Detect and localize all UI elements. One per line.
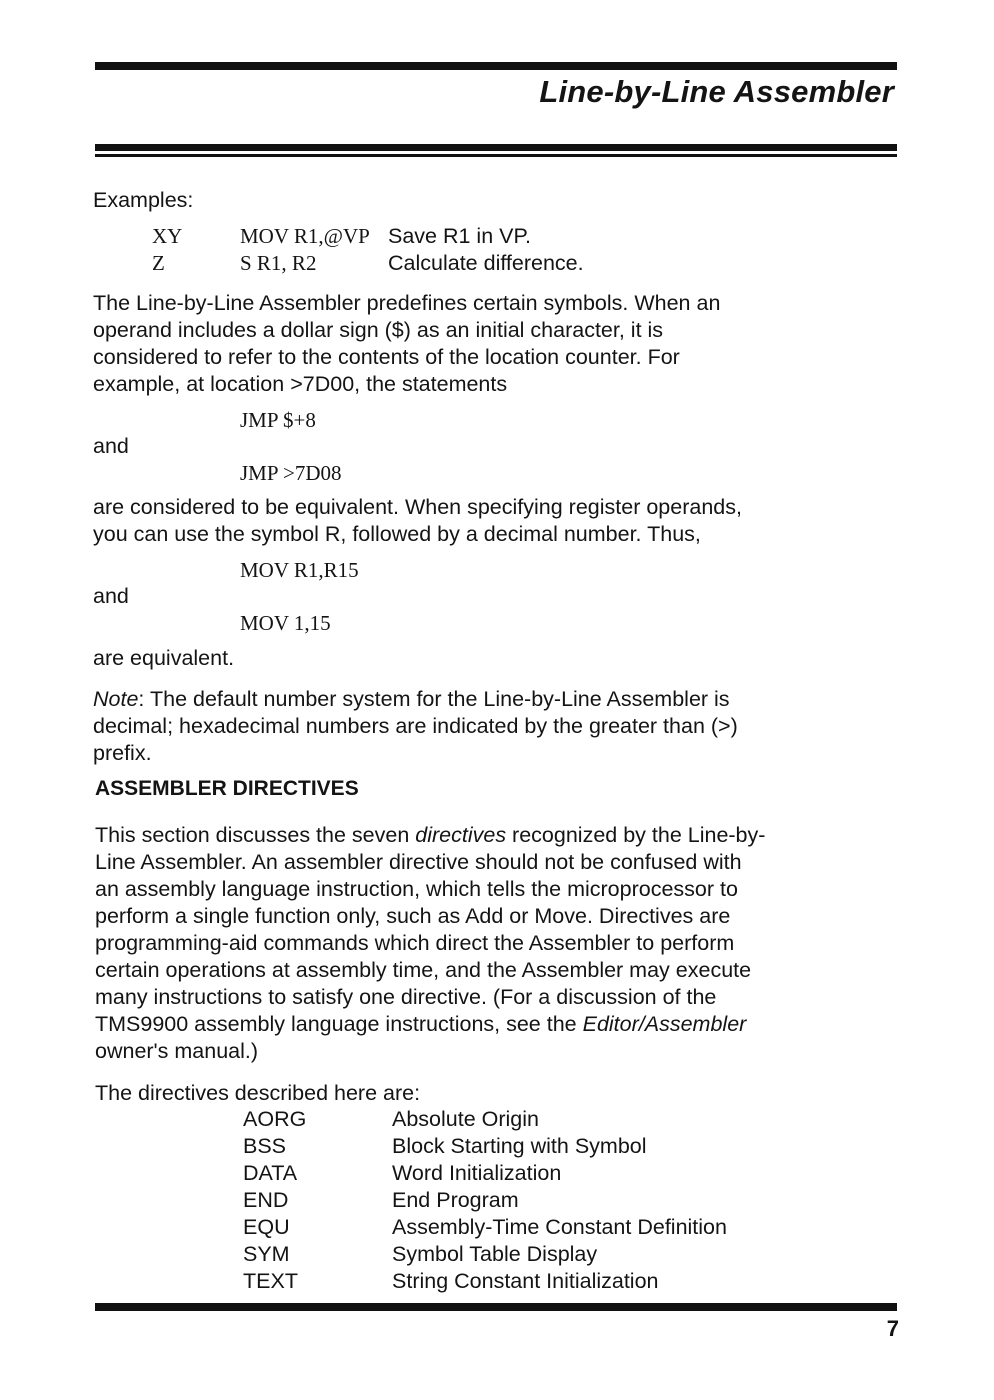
page-number: 7 — [886, 1316, 899, 1341]
note-text: : The default number system for the Line-by-Line Assembler is — [138, 687, 730, 711]
are-equivalent-text: are equivalent. — [93, 646, 235, 670]
section-paragraph-line: owner's manual.) — [95, 1039, 259, 1063]
conjunction-and: and — [93, 584, 129, 608]
directive-code: END — [243, 1188, 289, 1212]
directive-code: BSS — [243, 1134, 287, 1158]
example-comment-z: Calculate difference. — [388, 251, 584, 275]
note-line: decimal; hexadecimal numbers are indicated by the greater than (>) — [93, 714, 738, 738]
directive-code: DATA — [243, 1161, 298, 1185]
directive-code: EQU — [243, 1215, 290, 1239]
code-statement: MOV 1,15 — [240, 611, 331, 635]
directive-code: AORG — [243, 1107, 307, 1131]
running-head-title: Line-by-Line Assembler — [539, 74, 894, 109]
examples-label: Examples: — [93, 188, 194, 212]
directive-description: End Program — [392, 1188, 519, 1212]
header-bottom-rule — [95, 144, 897, 151]
example-comment-xy: Save R1 in VP. — [388, 224, 532, 248]
example-label-z: Z — [152, 251, 165, 275]
paragraph-line: considered to refer to the contents of the location counter. For — [93, 345, 680, 369]
directive-description: String Constant Initialization — [392, 1269, 659, 1293]
section-paragraph-line: perform a single function only, such as Add or Move. Directives are — [95, 904, 731, 928]
directive-code: SYM — [243, 1242, 290, 1266]
note-line — [93, 686, 730, 713]
section-heading: ASSEMBLER DIRECTIVES — [95, 777, 359, 800]
section-text: recognized by the Line-by- — [506, 823, 766, 847]
paragraph-line: example, at location >7D00, the statements — [93, 372, 508, 396]
paragraph-line: operand includes a dollar sign ($) as an initial character, it is — [93, 318, 664, 342]
directive-description: Assembly-Time Constant Definition — [392, 1215, 727, 1239]
code-statement: MOV R1,R15 — [240, 558, 359, 582]
section-paragraph-line — [95, 822, 765, 849]
paragraph-line: are considered to be equivalent. When specifying register operands, — [93, 495, 742, 519]
section-paragraph-line: certain operations at assembly time, and the Assembler may execute — [95, 958, 752, 982]
footer-rule — [95, 1303, 897, 1311]
note-label: Note — [93, 687, 139, 711]
directive-description: Absolute Origin — [392, 1107, 539, 1131]
section-text: TMS9900 assembly language instructions, see the — [95, 1012, 583, 1036]
code-statement: JMP >7D08 — [240, 461, 342, 485]
example-label-xy: XY — [152, 224, 183, 248]
directives-term: directives — [415, 823, 507, 847]
section-paragraph-line: many instructions to satisfy one directive. (For a discussion of the — [95, 985, 717, 1009]
paragraph-line: you can use the symbol R, followed by a decimal number. Thus, — [93, 522, 701, 546]
example-code-xy: MOV R1,@VP — [240, 224, 370, 248]
section-paragraph-line: an assembly language instruction, which tells the microprocessor to — [95, 877, 738, 901]
code-statement: JMP $+8 — [240, 408, 316, 432]
section-paragraph-line: programming-aid commands which direct the Assembler to perform — [95, 931, 735, 955]
manual-title: Editor/Assembler — [582, 1012, 747, 1036]
note-line: prefix. — [93, 741, 152, 765]
paragraph-line: The Line-by-Line Assembler predefines certain symbols. When an — [93, 291, 721, 315]
directive-code: TEXT — [243, 1269, 298, 1293]
section-paragraph-line: Line Assembler. An assembler directive should not be confused with — [95, 850, 742, 874]
directives-intro: The directives described here are: — [95, 1081, 421, 1105]
header-top-rule — [95, 62, 897, 70]
section-paragraph-line — [95, 1011, 746, 1038]
example-code-z: S R1, R2 — [240, 251, 317, 275]
conjunction-and: and — [93, 434, 129, 458]
directive-description: Word Initialization — [392, 1161, 562, 1185]
directive-description: Block Starting with Symbol — [392, 1134, 647, 1158]
directive-description: Symbol Table Display — [392, 1242, 598, 1266]
header-bottom-thin-rule — [95, 154, 897, 157]
section-text: This section discusses the seven — [95, 823, 416, 847]
